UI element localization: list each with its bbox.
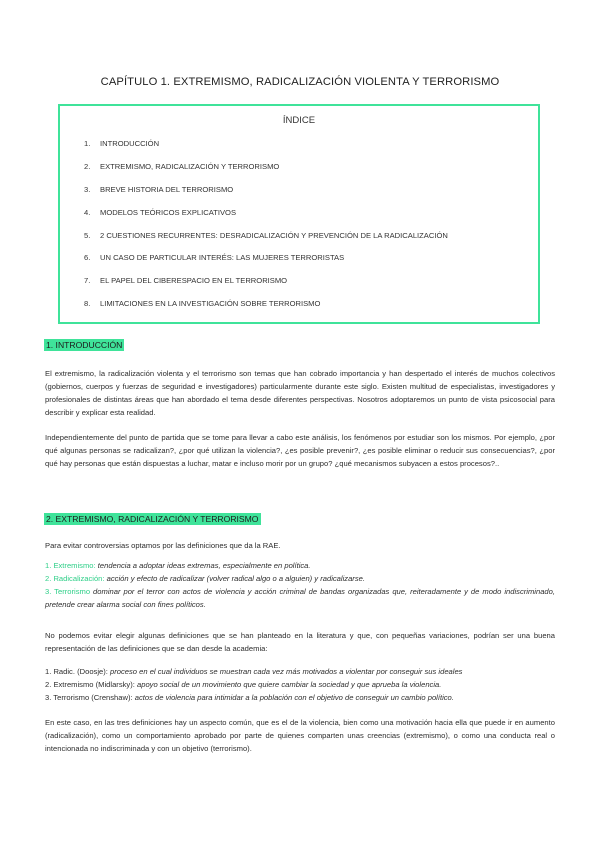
index-title: ÍNDICE: [282, 115, 316, 126]
definition-term: 3. Terrorismo: [45, 586, 91, 596]
index-item[interactable]: [84, 185, 528, 208]
definition-text: actos de violencia para intimidar a la población con el objetivo de conseguir un cambio político.: [134, 692, 454, 702]
definition-term: 2. Extremismo (Midlarsky):: [45, 679, 135, 689]
index-item-label: UN CASO DE PARTICULAR INTERÉS: LAS MUJERES TERRORISTAS: [100, 253, 345, 263]
academic-definitions: [45, 666, 555, 705]
index-item-label: LIMITACIONES EN LA INVESTIGACIÓN SOBRE TERRORISMO: [100, 299, 321, 309]
definition-item: [45, 560, 555, 573]
index-item-label: BREVE HISTORIA DEL TERRORISMO: [100, 184, 234, 194]
definition-item: [45, 573, 555, 586]
definition-text: apoyo social de un movimiento que quiere cambiar la sociedad y que aprueba la violencia.: [137, 679, 442, 689]
section-2-conclusion: En este caso, en las tres definiciones hay un aspecto común, que es el de la violencia, bien como una motivación hacia ella que puede ir en aumento (radicalización), como un comportamiento aprobado por parte de quienes comparten unas creencias (extremismo), o como una conducta real o intencionada no indiscriminada y con un objetivo (terrorismo).: [45, 718, 555, 753]
index-item[interactable]: [84, 231, 528, 254]
section-2-intro: Para evitar controversias optamos por las definiciones que da la RAE.: [45, 541, 281, 550]
definition-text: acción y efecto de radicalizar (volver radical algo o a alguien) y radicalizarse.: [106, 573, 365, 583]
index-item-number: 8.: [84, 299, 91, 309]
index-box: [58, 104, 540, 324]
section-1-paragraph-1: El extremismo, la radicalización violenta y el terrorismo son temas que han cobrado importancia y han despertado el interés de muchos colectivos (gobiernos, cuerpos y fuerzas de seguridad e investigadores) particularmente durante este siglo. Existen multitud de especialistas, investigadores y profesionales de distintas áreas que han abordado el tema desde diferentes perspectivas. Nosotros adoptaremos un punto de vista psicosocial para describir y explicar esta realidad.: [45, 369, 555, 417]
section-2-academic-intro: No podemos evitar elegir algunas definiciones que se han planteado en la literatura y que, con pequeñas variaciones, podrían ser una buena representación de las definiciones que se dan desde la academia:: [45, 631, 555, 653]
index-item-label: 2 CUESTIONES RECURRENTES: DESRADICALIZACIÓN Y PREVENCIÓN DE LA RADICALIZACIÓN: [100, 230, 448, 240]
definition-item: [45, 586, 555, 612]
definition-item: [45, 692, 555, 705]
index-item-number: 2.: [84, 161, 91, 171]
chapter-title: CAPÍTULO 1. EXTREMISMO, RADICALIZACIÓN VIOLENTA Y TERRORISMO: [100, 76, 500, 88]
index-item-number: 5.: [84, 230, 91, 240]
index-item[interactable]: [84, 162, 528, 185]
index-item[interactable]: [84, 299, 528, 322]
index-item[interactable]: [84, 208, 528, 231]
definition-term: 3. Terrorismo (Crenshaw):: [45, 692, 133, 702]
index-item[interactable]: [84, 253, 528, 276]
rae-definitions: [45, 560, 555, 612]
definition-item: [45, 679, 555, 692]
definition-item: [45, 666, 555, 679]
index-list: [84, 139, 528, 322]
index-item-label: EL PAPEL DEL CIBERESPACIO EN EL TERRORISMO: [100, 276, 288, 286]
definition-text: tendencia a adoptar ideas extremas, especialmente en política.: [97, 561, 311, 570]
definition-text: proceso en el cual individuos se muestran cada vez más motivados a violentar por conseguir sus ideales: [110, 667, 463, 676]
index-item-number: 1.: [84, 139, 91, 148]
index-item[interactable]: [84, 139, 528, 162]
index-item-number: 4.: [84, 207, 91, 217]
index-item-label: EXTREMISMO, RADICALIZACIÓN Y TERRORISMO: [100, 161, 280, 171]
index-item-number: 3.: [84, 184, 91, 194]
section-1-heading: 1. INTRODUCCIÓN: [46, 340, 123, 350]
section-2-heading: 2. EXTREMISMO, RADICALIZACIÓN Y TERRORISMO: [46, 514, 259, 524]
definition-text: dominar por el terror con actos de violencia y acción criminal de bandas organizadas que, reiteradamente y de modo indiscriminado, pretende crear alarma social con fines políticos.: [45, 586, 555, 609]
definition-term: 2. Radicalización:: [45, 573, 105, 583]
index-item-label: MODELOS TEÓRICOS EXPLICATIVOS: [100, 207, 237, 217]
index-item-number: 6.: [84, 253, 91, 263]
index-item[interactable]: [84, 276, 528, 299]
definition-term: 1. Extremismo:: [45, 561, 96, 570]
definition-term: 1. Radic. (Doosje):: [45, 667, 108, 676]
index-item-label: INTRODUCCIÓN: [100, 139, 160, 148]
section-1-paragraph-2: Independientemente del punto de partida que se tome para llevar a cabo este análisis, los fenómenos por estudiar son los mismos. Por ejemplo, ¿por qué algunas personas se radicalizan?, ¿por qué utilizan la violencia?, ¿es posible prevenir?, ¿es posible eliminar o reducir sus consecuencias?, ¿por qué hay personas que están dispuestas a luchar, matar e incluso morir por un grupo? ¿qué mecanismos subyacen a estos procesos?..: [45, 433, 555, 468]
index-item-number: 7.: [84, 276, 91, 286]
